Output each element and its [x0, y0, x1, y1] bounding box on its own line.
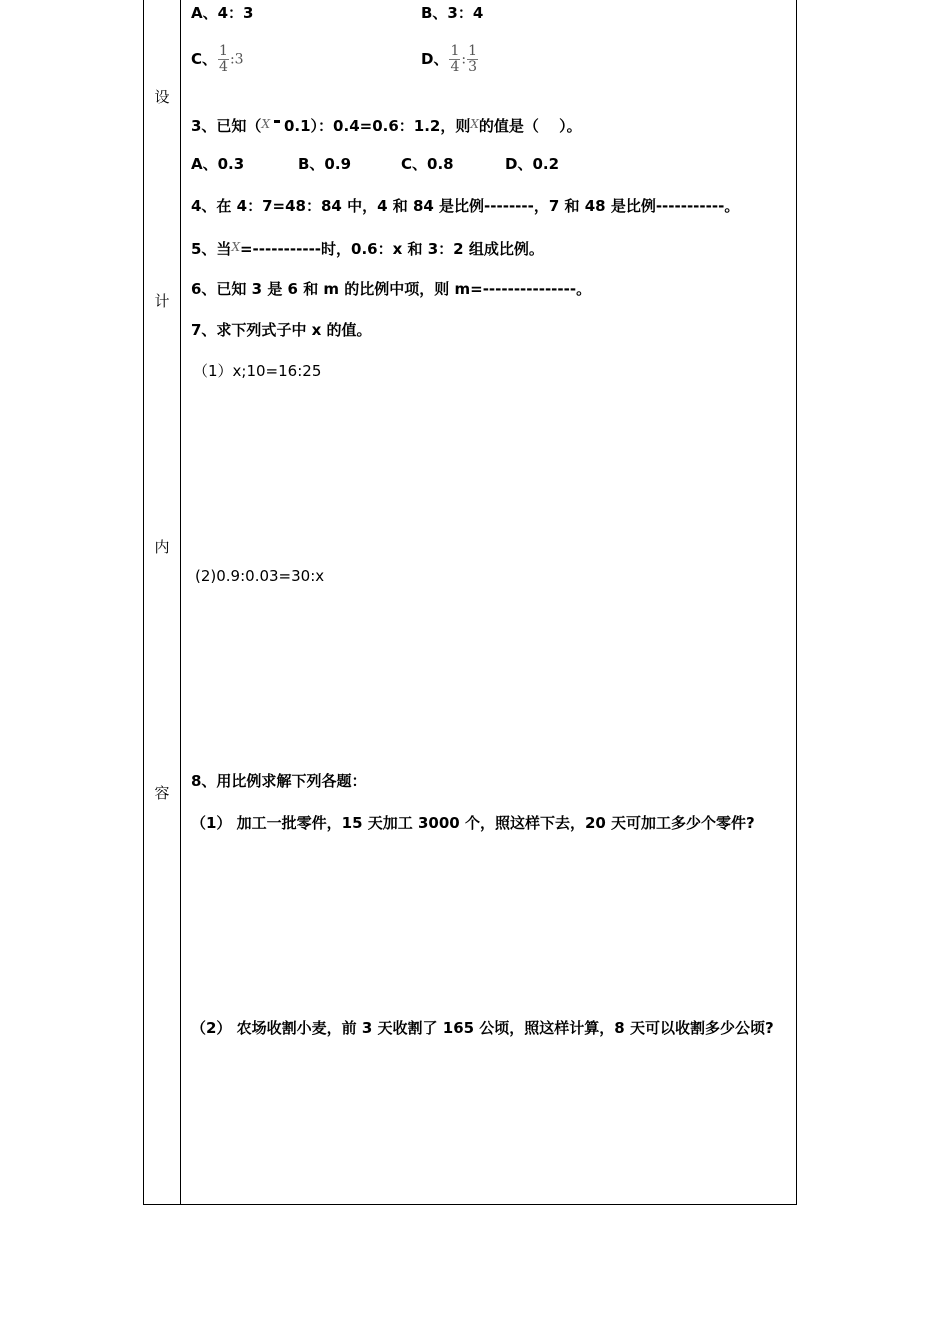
side-label-she: 设 [154, 88, 170, 106]
question-8-part-2: （2） 农场收割小麦，前 3 天收割了 165 公顷，照这样计算，8 天可以收割多少公顷? [191, 1019, 774, 1037]
option-d: D、 $\frac{1}{4}$ : $\frac{1}{3}$ [421, 43, 478, 75]
variable-x: X [470, 117, 479, 131]
option-c: C、 $\frac{1}{4}$ :3 [191, 43, 244, 75]
option-d-prefix: D、 [421, 50, 449, 68]
question-content [181, 0, 796, 1204]
option-d-fraction-right: $\frac{1}{3}$ [468, 43, 478, 75]
question-8-title: 8、用比例求解下列各题： [191, 772, 367, 790]
question-3: 3、已知（$^X$ 0.1）：0.4=0.6：1.2，则$^X$的值是（ ）。 [191, 117, 582, 135]
side-label-nei: 内 [154, 538, 170, 556]
question-7-part-1: （1）x;10=16:25 [193, 362, 322, 380]
question-5: 5、当$^X$=-----------时，0.6：x 和 3：2 组成比例。 [191, 240, 544, 258]
side-label-ji: 计 [154, 292, 170, 310]
option-d-fraction-left: $\frac{1}{4}$ [450, 43, 460, 75]
section-label-column [144, 0, 181, 1204]
option-c-fraction: $\frac{1}{4}$ [219, 43, 228, 75]
question-7-part-2: (2)0.9:0.03=30:x [195, 567, 325, 585]
question-7-title: 7、求下列式子中 x 的值。 [191, 321, 372, 339]
question-4: 4、在 4：7=48：84 中，4 和 84 是比例--------，7 和 48 是比例-----------。 [191, 197, 740, 215]
question-8-part-1: （1） 加工一批零件，15 天加工 3000 个，照这样下去，20 天可加工多少个零件? [191, 814, 755, 832]
variable-x: X [231, 240, 240, 254]
option-a: A、4：3 [191, 4, 254, 22]
worksheet-table [143, 0, 797, 1205]
option-c-ratio-right: 3 [234, 51, 244, 68]
variable-x: X [261, 117, 270, 131]
q3-option-c: C、0.8 [401, 155, 454, 173]
option-b: B、3：4 [421, 4, 484, 22]
question-6: 6、已知 3 是 6 和 m 的比例中项，则 m=---------------。 [191, 280, 592, 298]
option-c-prefix: C、 [191, 50, 218, 68]
minus-sign [274, 120, 280, 123]
q3-option-d: D、0.2 [505, 155, 560, 173]
q3-option-a: A、0.3 [191, 155, 245, 173]
q3-option-b: B、0.9 [298, 155, 352, 173]
side-label-rong: 容 [154, 784, 170, 802]
